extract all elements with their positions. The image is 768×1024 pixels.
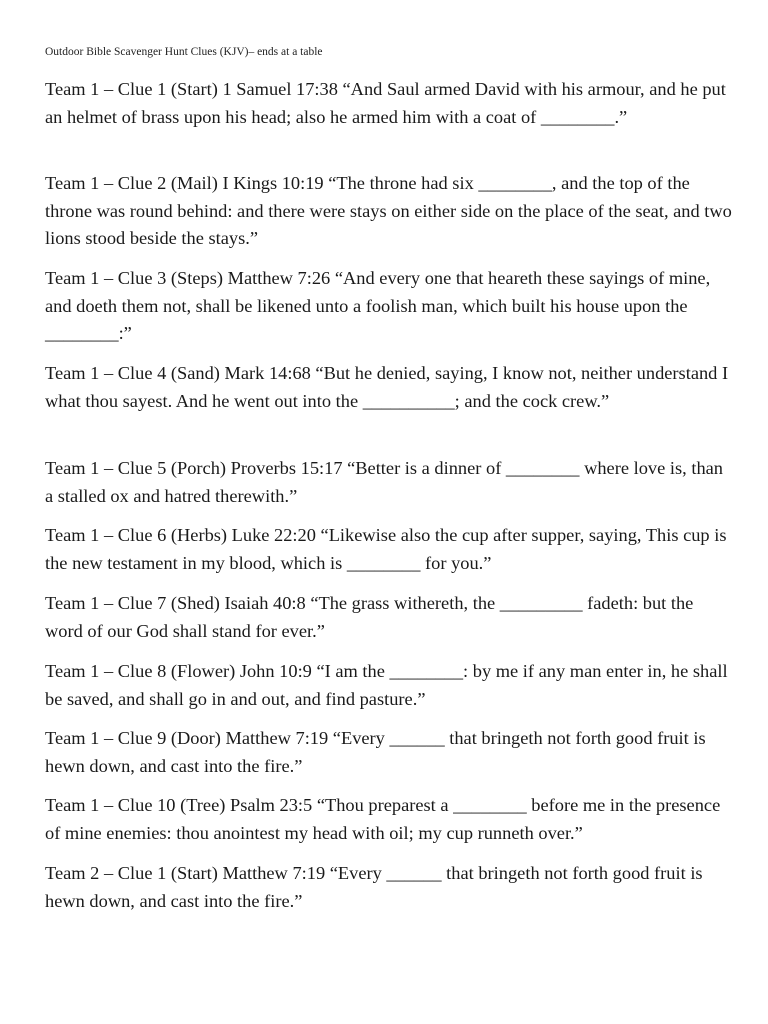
clue-paragraph: Team 1 – Clue 6 (Herbs) Luke 22:20 “Likewise also the cup after supper, saying, This cup is the new testament in my blood, which is ________ for you.” <box>45 525 727 573</box>
clue-paragraph: Team 1 – Clue 2 (Mail) I Kings 10:19 “The throne had six ________, and the top of the throne was round behind: and there were stays on either side on the place of the seat, and two lions stood beside the stays.” <box>45 173 732 248</box>
clue-paragraph: Team 1 – Clue 9 (Door) Matthew 7:19 “Every ______ that bringeth not forth good fruit is hewn down, and cast into the fire.” <box>45 728 706 776</box>
clue-paragraph: Team 1 – Clue 8 (Flower) John 10:9 “I am the ________: by me if any man enter in, he shall be saved, and shall go in and out, and find pasture.” <box>45 661 728 709</box>
clue-paragraph: Team 1 – Clue 10 (Tree) Psalm 23:5 “Thou preparest a ________ before me in the presence of mine enemies: thou anointest my head with oil; my cup runneth over.” <box>45 795 721 843</box>
clue-paragraph: Team 1 – Clue 3 (Steps) Matthew 7:26 “And every one that heareth these sayings of mine, and doeth them not, shall be likened unto a foolish man, which built his house upon the ________:” <box>45 268 711 343</box>
clue-paragraph: Team 1 – Clue 5 (Porch) Proverbs 15:17 “Better is a dinner of ________ where love is, than a stalled ox and hatred therewith.” <box>45 458 723 506</box>
clue-paragraph: Team 1 – Clue 4 (Sand) Mark 14:68 “But he denied, saying, I know not, neither understand I what thou sayest. And he went out into the __________; and the cock crew.” <box>45 363 729 411</box>
document-title: Outdoor Bible Scavenger Hunt Clues (KJV)– ends at a table <box>45 46 323 58</box>
clue-paragraph: Team 1 – Clue 1 (Start) 1 Samuel 17:38 “And Saul armed David with his armour, and he put an helmet of brass upon his head; also he armed him with a coat of ________.” <box>45 79 726 127</box>
clue-paragraph: Team 1 – Clue 7 (Shed) Isaiah 40:8 “The grass withereth, the _________ fadeth: but the word of our God shall stand for ever.” <box>45 593 694 641</box>
clue-paragraph: Team 2 – Clue 1 (Start) Matthew 7:19 “Every ______ that bringeth not forth good fruit is hewn down, and cast into the fire.” <box>45 863 703 911</box>
